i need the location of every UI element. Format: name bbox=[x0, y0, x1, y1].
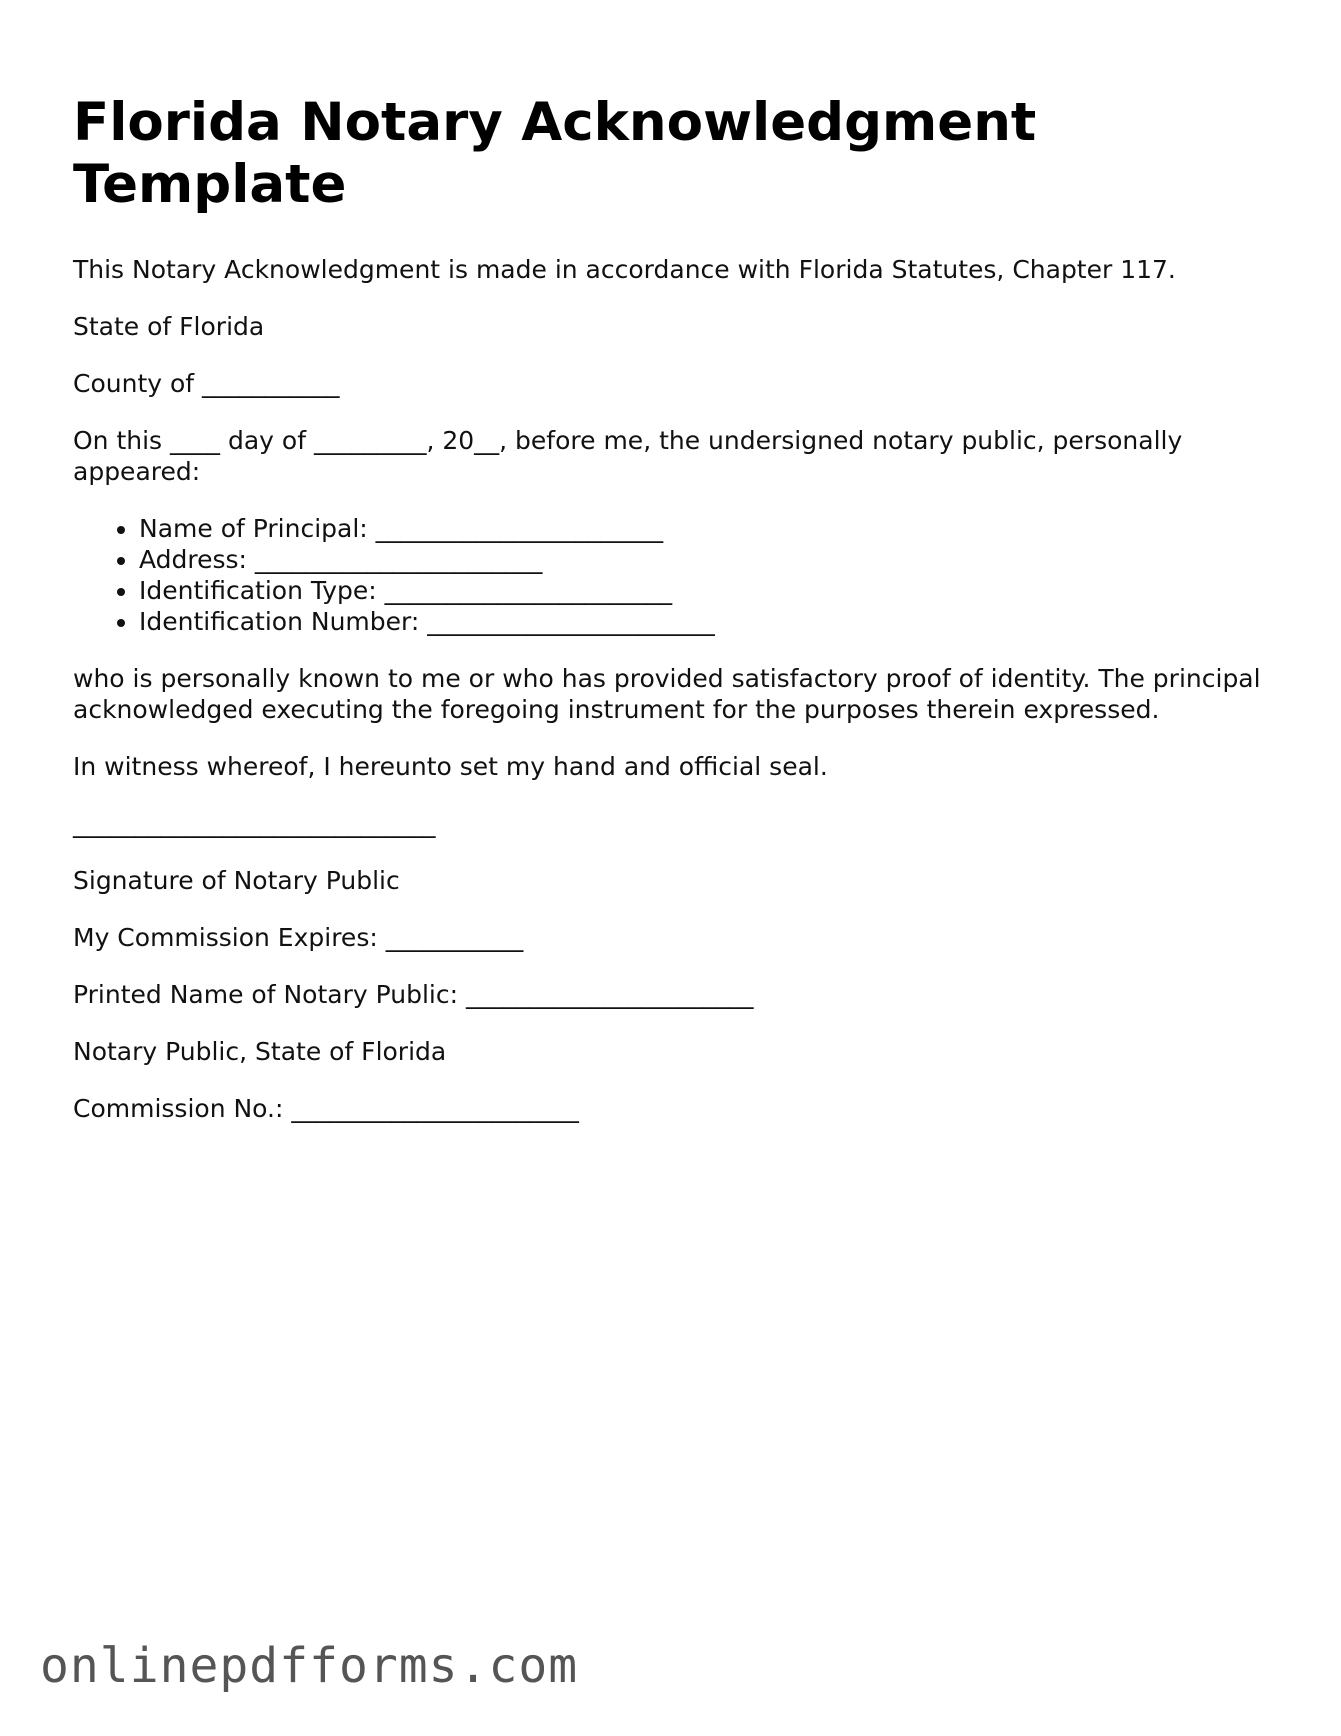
witness-line: In witness whereof, I hereunto set my hand and official seal. bbox=[73, 752, 828, 781]
principal-field-list bbox=[73, 513, 1273, 637]
county-line: County of ___________ bbox=[73, 369, 340, 398]
signature-label: Signature of Notary Public bbox=[73, 866, 400, 895]
principal-address-field: • Address: _______________________ bbox=[139, 544, 1273, 575]
principal-name-field: • Name of Principal: _______________________ bbox=[139, 513, 1273, 544]
state-line: State of Florida bbox=[73, 312, 265, 341]
acknowledgment-statement: who is personally known to me or who has provided satisfactory proof of identity. The principal acknowledged executing the foregoing instrument for the purposes therein expressed. bbox=[73, 664, 1261, 724]
watermark-text: onlinepdfforms.com bbox=[40, 1638, 579, 1694]
printed-name-line: Printed Name of Notary Public: _______________________ bbox=[73, 980, 754, 1009]
commission-number-line: Commission No.: _______________________ bbox=[73, 1094, 579, 1123]
notary-state-line: Notary Public, State of Florida bbox=[73, 1037, 447, 1066]
commission-expires-line: My Commission Expires: ___________ bbox=[73, 923, 524, 952]
identification-number-field: • Identification Number: _______________________ bbox=[139, 606, 1273, 637]
identification-type-field: • Identification Type: _______________________ bbox=[139, 575, 1273, 606]
appearance-paragraph: On this ____ day of _________, 20__, before me, the undersigned notary public, personally appeared: bbox=[73, 426, 1183, 486]
signature-blank: _____________________________ bbox=[73, 809, 436, 838]
page-title: Florida Notary Acknowledgment Template bbox=[73, 92, 1037, 215]
intro-paragraph: This Notary Acknowledgment is made in accordance with Florida Statutes, Chapter 117. bbox=[73, 255, 1176, 284]
document-body bbox=[73, 92, 1273, 1150]
